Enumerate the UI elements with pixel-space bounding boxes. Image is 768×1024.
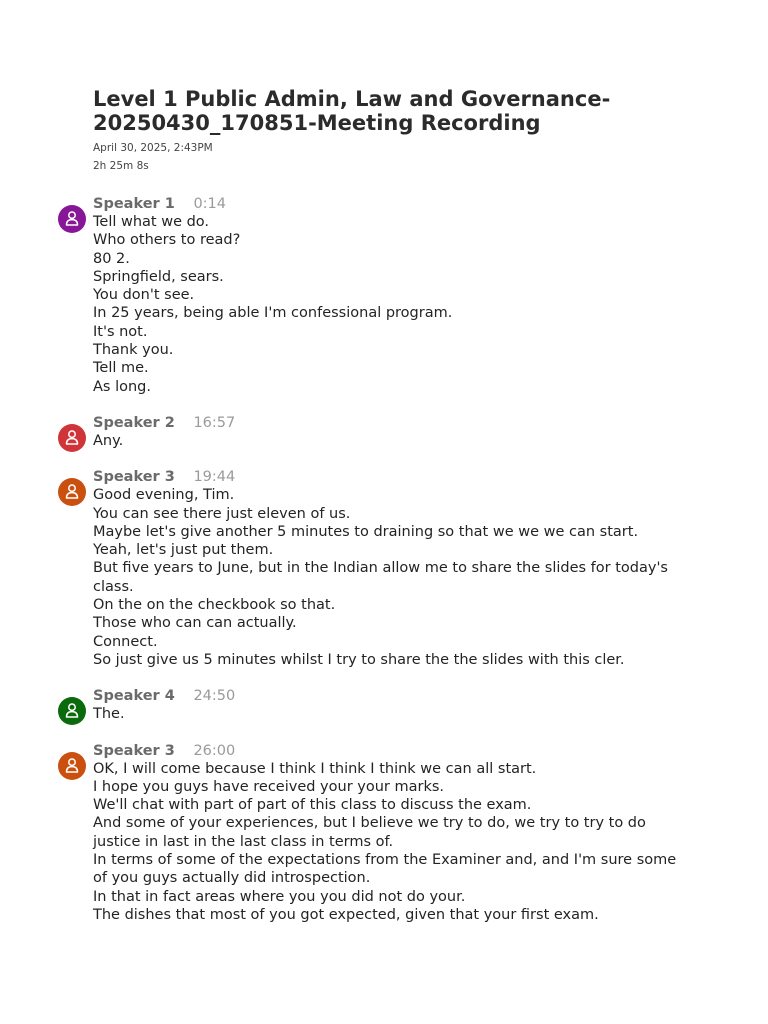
speaker-name: Speaker 3 [93,742,175,759]
transcript-entry [0,687,768,723]
utterance-line: In 25 years, being able I'm confessional program. [93,305,453,322]
speaker-name: Speaker 2 [93,414,175,431]
transcript-entry [0,414,768,450]
utterance-lines [93,432,693,450]
entry-header [93,195,768,213]
utterance-line: Who others to read? [93,232,241,249]
transcript-entry [0,195,768,396]
utterance-line: You can see there just eleven of us. [93,505,351,522]
utterance-line: But five years to June, but in the Indian allow me to share the slides for today's class. [93,560,668,595]
utterance-line: It's not. [93,323,148,340]
utterance-line: 80 2. [93,250,130,267]
entry-header [93,687,768,705]
avatar [58,752,86,780]
utterance-line: Maybe let's give another 5 minutes to draining so that we we we can start. [93,523,639,540]
utterance-lines [93,705,693,723]
utterance-line: On the on the checkbook so that. [93,597,336,614]
page-title: Level 1 Public Admin, Law and Governance-20250430_170851-Meeting Recording [93,87,611,135]
avatar [58,478,86,506]
utterance-line: OK, I will come because I think I think I think we can all start. [93,760,537,777]
utterance-line: I hope you guys have received your your marks. [93,778,445,795]
utterance-line: In terms of some of the expectations from the Examiner and, and I'm sure some of you guys actually did introspection. [93,852,677,887]
utterance-line: Springfield, sears. [93,268,224,285]
timestamp: 16:57 [193,414,236,431]
avatar [58,205,86,233]
utterance-line: And some of your experiences, but I believe we try to do, we try to try to do justice in last in the last class in terms of. [93,815,646,850]
utterance-line: In that in fact areas where you you did not do your. [93,888,466,905]
person-icon [65,703,79,718]
avatar [58,697,86,725]
entry-header [93,468,768,486]
utterance-line: Good evening, Tim. [93,487,235,504]
timestamp: 19:44 [193,469,236,486]
person-icon [65,758,79,773]
speaker-name: Speaker 1 [93,196,175,212]
timestamp: 24:50 [193,688,236,705]
timestamp: 26:00 [193,742,236,759]
utterance-lines [93,213,693,396]
transcript-entry [0,468,768,669]
utterance-lines [93,760,693,925]
avatar [58,424,86,452]
utterance-line: The. [93,706,125,723]
utterance-line: Yeah, let's just put them. [93,542,274,559]
utterance-line: The dishes that most of you got expected, given that your first exam. [93,906,599,923]
utterance-line: Any. [93,432,124,449]
utterance-line: Those who can can actually. [93,615,297,632]
person-icon [65,484,79,499]
utterance-line: Tell what we do. [93,214,210,230]
speaker-name: Speaker 4 [93,688,175,705]
meeting-duration: 2h 25m 8s [93,160,149,172]
utterance-line: Thank you. [93,342,174,359]
entry-header [93,742,768,760]
utterance-line: As long. [93,378,151,395]
transcript-entry [0,742,768,925]
transcript-entries [0,195,768,942]
person-icon [65,430,79,445]
utterance-line: Connect. [93,633,158,650]
speaker-name: Speaker 3 [93,469,175,486]
meeting-date: April 30, 2025, 2:43PM [93,142,213,154]
utterance-line: You don't see. [93,287,195,304]
entry-header [93,414,768,432]
utterance-line: Tell me. [93,360,149,377]
timestamp: 0:14 [193,196,226,212]
utterance-line: We'll chat with part of part of this class to discuss the exam. [93,797,532,814]
person-icon [65,211,79,226]
utterance-lines [93,486,693,669]
utterance-line: So just give us 5 minutes whilst I try to share the the slides with this cler. [93,651,625,668]
